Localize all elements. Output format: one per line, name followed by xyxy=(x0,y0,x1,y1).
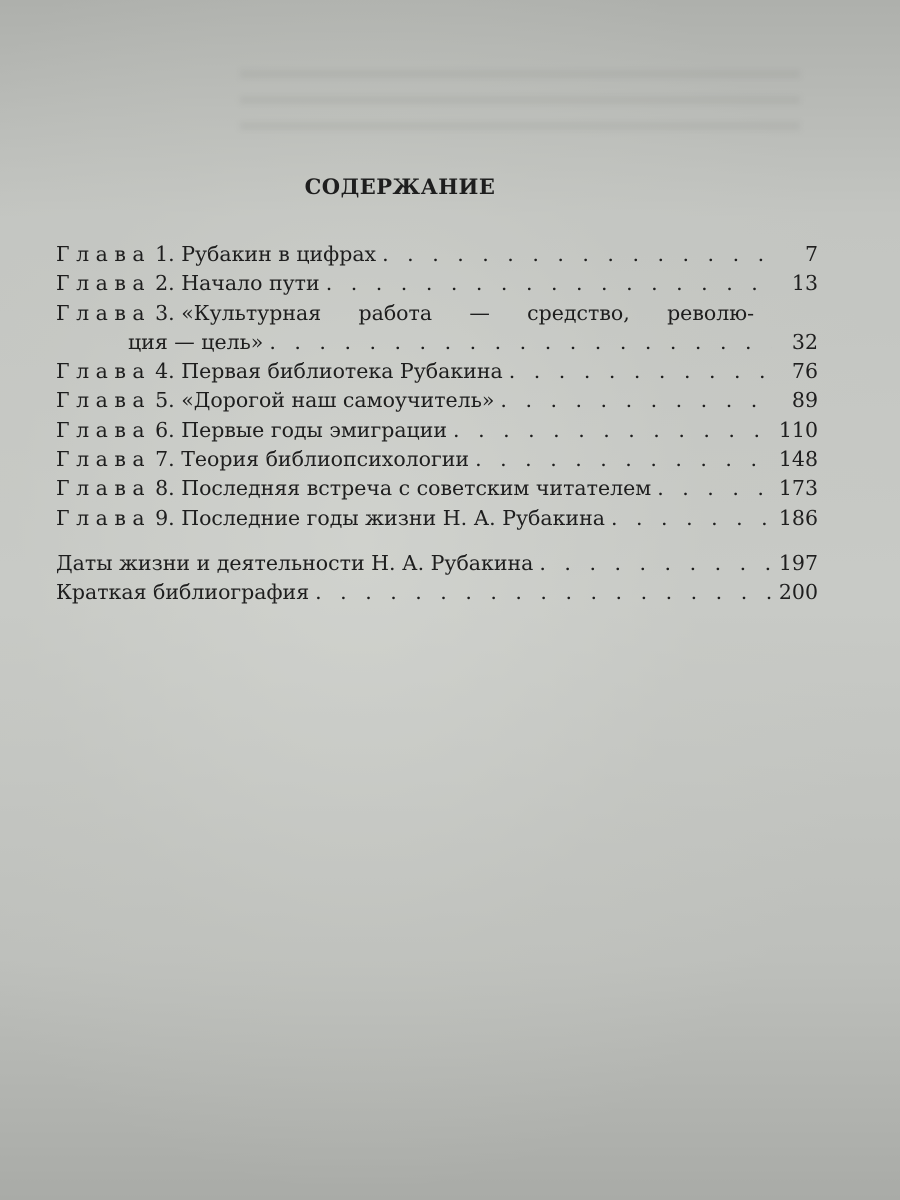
dot-leader xyxy=(326,269,772,298)
page-number: 148 xyxy=(778,447,818,472)
title-word: — xyxy=(469,300,490,325)
dot-leader xyxy=(315,578,772,607)
page-number: 89 xyxy=(791,388,818,413)
toc-entry-chapter-4 xyxy=(56,357,818,386)
toc-entry-chapter-1 xyxy=(56,240,818,269)
page-number: 173 xyxy=(778,476,818,501)
dot-leader xyxy=(475,445,772,474)
page-number: 186 xyxy=(778,505,818,530)
toc-entry-chapter-2 xyxy=(56,269,818,298)
title-word: «Культурная xyxy=(181,300,322,325)
title-word: средство, xyxy=(527,300,630,325)
chapter-title: Рубакин в цифрах xyxy=(181,242,377,266)
dot-leader xyxy=(611,504,772,533)
chapter-number: 8. xyxy=(155,476,175,501)
chapter-number: 2. xyxy=(155,271,175,296)
bleed-through-shadow xyxy=(240,52,800,132)
toc-entry-chapter-8 xyxy=(56,474,818,503)
chapter-label: Глава xyxy=(56,417,152,442)
chapter-title: Теория библиопсихологии xyxy=(181,447,470,472)
toc-entry-bibliography xyxy=(56,578,818,607)
dot-leader xyxy=(539,549,772,578)
chapter-title: Последняя встреча с советским читателем xyxy=(181,476,652,501)
chapter-label: Глава xyxy=(56,476,152,501)
chapter-title: Последние годы жизни Н. А. Рубакина xyxy=(181,505,605,530)
page-number: 197 xyxy=(778,550,818,575)
toc-entry-chapter-5 xyxy=(56,386,818,415)
page-number: 7 xyxy=(804,242,818,266)
chapter-label: Глава xyxy=(56,359,152,384)
chapter-label: Глава xyxy=(56,388,152,413)
chapter-label: Глава xyxy=(56,300,152,325)
toc-entry-chronology xyxy=(56,549,818,578)
chapter-title: Первая библиотека Рубакина xyxy=(181,359,503,384)
toc-entry-chapter-6 xyxy=(56,416,818,445)
page-number: 76 xyxy=(791,359,818,384)
toc-entry-chapter-3-line-2 xyxy=(56,328,818,357)
toc-entry-chapter-9 xyxy=(56,504,818,533)
chapter-number: 9. xyxy=(155,505,175,530)
chapter-label: Глава xyxy=(56,271,152,296)
page-number: 110 xyxy=(778,417,818,442)
title-word: работа xyxy=(358,300,433,325)
chapter-title-line-2: ция — цель» xyxy=(128,329,264,354)
page-number: 200 xyxy=(778,580,818,605)
page-number: 32 xyxy=(791,329,818,354)
chapter-number: 4. xyxy=(155,359,175,384)
dot-leader xyxy=(382,240,772,269)
dot-leader xyxy=(453,416,772,445)
page-number: 13 xyxy=(791,271,818,296)
dot-leader xyxy=(500,386,772,415)
dot-leader xyxy=(657,474,772,503)
chapter-number: 5. xyxy=(155,388,175,413)
toc-entry-chapter-3-line-1 xyxy=(56,299,818,328)
page-title: СОДЕРЖАНИЕ xyxy=(304,174,496,199)
chapter-title: «Дорогой наш самоучитель» xyxy=(181,388,495,413)
chapter-label: Глава xyxy=(56,447,152,472)
dot-leader xyxy=(509,357,772,386)
chapter-title: Первые годы эмиграции xyxy=(181,417,448,442)
chapter-title-line-1 xyxy=(155,299,754,328)
chapter-number: 7. xyxy=(155,447,175,472)
section-gap xyxy=(56,533,818,549)
chapter-number: 1. xyxy=(155,242,175,266)
appendix-title: Краткая библиография xyxy=(56,580,310,605)
chapter-title: Начало пути xyxy=(181,271,320,296)
chapter-label: Глава xyxy=(56,505,152,530)
chapter-number: 3. xyxy=(155,300,175,325)
table-of-contents xyxy=(56,240,818,608)
toc-entry-chapter-7 xyxy=(56,445,818,474)
title-word: револю- xyxy=(667,300,754,325)
chapter-number: 6. xyxy=(155,417,175,442)
appendix-title: Даты жизни и деятельности Н. А. Рубакина xyxy=(56,550,534,575)
dot-leader xyxy=(269,328,772,357)
chapter-label: Глава xyxy=(56,242,152,266)
